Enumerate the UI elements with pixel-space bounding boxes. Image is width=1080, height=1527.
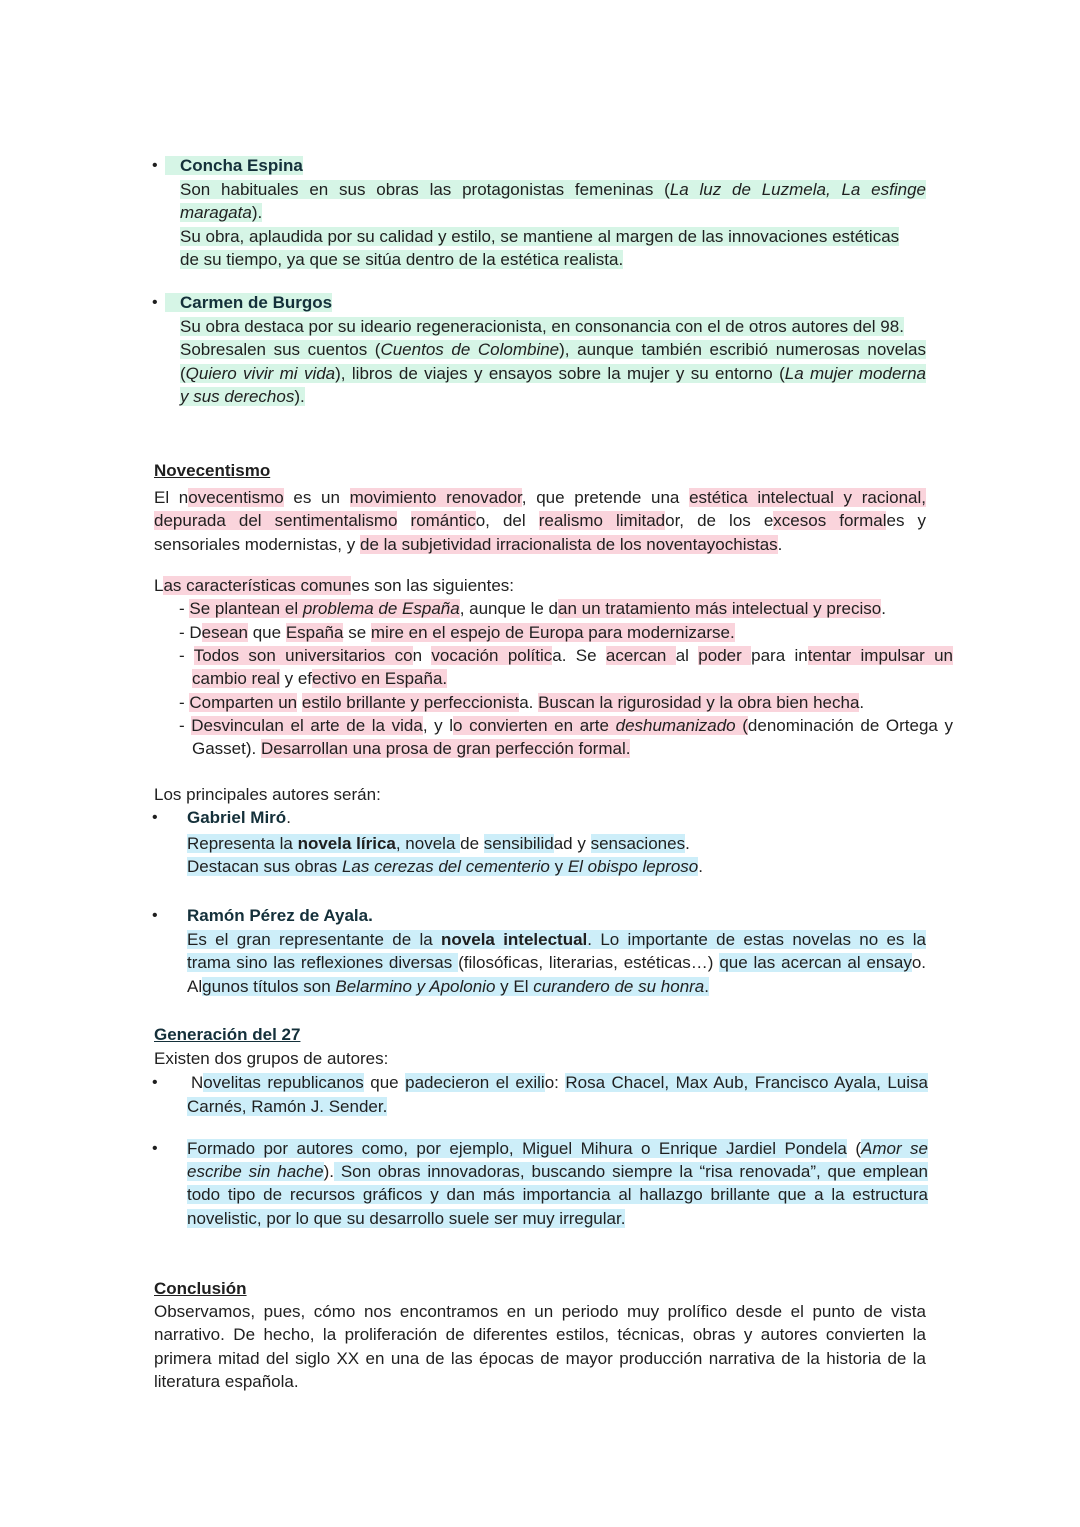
text-run: para in <box>751 646 808 665</box>
carmen-line-1: Su obra destaca por su ideario regeneracionista, en consonancia con el de otros autores del 98. <box>180 317 904 336</box>
text-run: - <box>179 693 190 712</box>
text-run: padecieron el exili <box>405 1073 545 1092</box>
concha-line-2: maragata). <box>180 203 263 222</box>
text-run: Destacan sus obras <box>187 857 342 876</box>
text-run: o convierten en arte <box>453 716 616 735</box>
gen27-group-2-line-4 <box>187 1207 625 1230</box>
text-run: Amor se <box>860 1139 928 1158</box>
text-run: ad y <box>553 834 591 853</box>
characteristic-4 <box>179 691 864 714</box>
text-run: Formado por autores como, por ejemplo, Miguel Mihura o Enrique Jardiel Pondela <box>187 1139 847 1158</box>
text-run: gunos títulos son <box>202 977 336 996</box>
text-run: El obispo leproso <box>567 857 699 876</box>
text-run: Se plantean el <box>189 599 303 618</box>
text-run: vocación polític <box>431 646 553 665</box>
characteristic-3-cont <box>192 667 447 690</box>
text-run: Buscan la rigurosidad y la obra bien hecha <box>538 693 860 712</box>
text-run: o. <box>911 953 927 972</box>
text-run: Comparten un <box>189 693 298 712</box>
text-run: - <box>179 716 192 735</box>
text-run: es un <box>283 488 350 507</box>
text-run: Rosa Chacel, Max Aub, Francisco Ayala, Luisa <box>565 1073 928 1092</box>
text-run: Gasset). <box>192 739 261 758</box>
text-run: - D <box>179 623 202 642</box>
text-run: Es el gran representante de la <box>187 930 442 949</box>
text-run: , novela <box>395 834 461 853</box>
ayala-name: Ramón Pérez de Ayala. <box>187 906 373 925</box>
text-run: es y <box>886 511 926 530</box>
text-run: ovelitas republicanos <box>203 1073 364 1092</box>
text-run: Representa la <box>187 834 298 853</box>
text-run: N <box>191 1073 204 1092</box>
text-run: Son obras innovadoras, buscando siempre la “risa renovada”, que emplean <box>333 1162 928 1181</box>
bullet-miro: • <box>152 809 158 826</box>
text-run: poder <box>698 646 752 665</box>
characteristic-5 <box>179 714 953 737</box>
text-run: que <box>363 1073 406 1092</box>
miro-name: Gabriel Miró. <box>187 808 291 827</box>
text-run: L <box>154 576 164 595</box>
concha-line-4: de su tiempo, ya que se sitúa dentro de la estética realista. <box>180 250 624 269</box>
text-run: estilo brillante y perfeccionist <box>301 693 520 712</box>
characteristic-2 <box>179 621 735 644</box>
text-run: or, de los e <box>665 511 774 530</box>
bullet-concha: • <box>152 157 158 174</box>
text-run: . Lo importante de estas novelas no es la <box>587 930 926 949</box>
gen27-group-2-line-1 <box>187 1137 928 1160</box>
text-run: curandero de su honra <box>533 977 705 996</box>
ayala-line-2 <box>187 951 926 974</box>
concha-line-1: Son habituales en sus obras las protagonistas femeninas (La luz de Luzmela, La esfinge <box>180 180 926 199</box>
text-run: . <box>881 599 886 618</box>
text-run: todo tipo de recursos gráficos y dan más importancia al hallazgo brillante que a la estructura <box>187 1185 928 1204</box>
text-run: trama sino las reflexiones diversas <box>187 953 459 972</box>
text-run: , y l <box>422 716 454 735</box>
section-title-conclusion: Conclusión <box>154 1279 247 1298</box>
concha-line-3: Su obra, aplaudida por su calidad y estilo, se mantiene al margen de las innovaciones estéticas <box>180 227 900 246</box>
text-run: tentar impulsar un <box>807 646 954 665</box>
text-run: sensibilid <box>483 834 554 853</box>
carmen-line-4: y sus derechos). <box>180 387 305 406</box>
text-run: a. <box>519 693 539 712</box>
text-run: ( <box>846 1139 861 1158</box>
text-run: de la subjetividad irracionalista de los noventayochistas <box>359 535 778 554</box>
miro-line-2 <box>187 855 703 878</box>
text-run: ovecentismo <box>188 488 284 507</box>
text-run: Todos son universitarios co <box>193 646 413 665</box>
text-run: Carnés, Ramón J. Sender. <box>187 1097 388 1116</box>
text-run: . <box>685 834 690 853</box>
characteristic-5-cont <box>192 737 630 760</box>
text-run: estética intelectual y racional, <box>689 488 926 507</box>
text-run: escribe sin hache <box>187 1162 324 1181</box>
gen27-group-1-line-2 <box>187 1095 387 1118</box>
gen27-intro: Existen dos grupos de autores: <box>154 1049 389 1068</box>
text-run: acercan <box>605 646 676 665</box>
carmen-name: Carmen de Burgos <box>165 291 332 314</box>
text-run: depurada del sentimentalismo <box>154 511 398 530</box>
carmen-line-3: (Quiero vivir mi vida), libros de viajes y ensayos sobre la mujer y su entorno (La mujer moderna <box>180 364 926 383</box>
text-run: esean <box>201 623 248 642</box>
text-run: ). <box>323 1162 334 1181</box>
bullet-carmen: • <box>152 294 158 311</box>
text-run: xcesos formal <box>773 511 887 530</box>
text-run: se <box>343 623 371 642</box>
text-run: que las acercan al ensay <box>719 953 912 972</box>
novecentismo-p-line-2 <box>154 509 926 532</box>
text-run: - <box>179 646 194 665</box>
conclusion-line-1: Observamos, pues, cómo nos encontramos en un periodo muy prolífico desde el punto de vista <box>154 1302 926 1321</box>
text-run: romántic <box>410 511 476 530</box>
text-run: ectivo en España. <box>312 669 448 688</box>
text-run: . <box>698 857 703 876</box>
text-run: y ef <box>279 669 312 688</box>
section-title-novecentismo: Novecentismo <box>154 461 271 480</box>
concha-name: Concha Espina <box>165 154 303 177</box>
text-run: n <box>412 646 432 665</box>
conclusion-line-3: primera mitad del siglo XX en una de las épocas de mayor producción narrativa de la historia de la <box>154 1349 926 1368</box>
carmen-line-2: Sobresalen sus cuentos (Cuentos de Colombine), aunque también escribió numerosas novelas <box>180 340 926 359</box>
conclusion-line-2: narrativo. De hecho, la proliferación de diferentes estilos, técnicas, obras y autores convierten la <box>154 1325 926 1344</box>
text-run: novela intelectual <box>441 930 588 949</box>
text-run: España <box>285 623 344 642</box>
text-run: denominación de Ortega y <box>747 716 953 735</box>
bullet-ayala: • <box>152 907 158 924</box>
gen27-group-1-line-1 <box>191 1071 928 1094</box>
bullet-gen27-2: • <box>152 1140 158 1157</box>
ayala-line-1 <box>187 928 926 951</box>
text-run: Desvinculan el arte de la vida <box>191 716 423 735</box>
text-run: problema de España <box>302 599 460 618</box>
text-run: ( <box>735 716 748 735</box>
text-run: novela lírica <box>297 834 396 853</box>
characteristic-3 <box>179 644 953 667</box>
text-run: an un tratamiento más intelectual y preciso <box>558 599 882 618</box>
text-run: . <box>859 693 865 712</box>
text-run: sensaciones <box>590 834 686 853</box>
text-run: , aunque le d <box>459 599 559 618</box>
text-run: es son las siguientes: <box>351 576 515 595</box>
text-run: , que pretende una <box>521 488 690 507</box>
text-run: y El <box>495 977 534 996</box>
text-run: a. Se <box>552 646 606 665</box>
text-run: que <box>248 623 286 642</box>
text-run: - <box>179 599 190 618</box>
text-run: y <box>549 857 568 876</box>
conclusion-line-4: literatura española. <box>154 1372 299 1391</box>
text-run: as características comun <box>163 576 352 595</box>
text-run: o, del <box>475 511 539 530</box>
novecentismo-p-line-1 <box>154 486 926 509</box>
section-title-generacion-27: Generación del 27 <box>154 1025 301 1044</box>
text-run: realismo limitad <box>538 511 666 530</box>
text-run: Las cerezas del cementerio <box>341 857 550 876</box>
text-run: deshumanizado <box>615 716 736 735</box>
text-run: . <box>704 977 709 996</box>
characteristics-intro <box>154 574 514 597</box>
text-run: o: <box>544 1073 566 1092</box>
text-run: Desarrollan una prosa de gran perfección formal. <box>260 739 631 758</box>
text-run: de <box>460 834 484 853</box>
characteristic-1 <box>179 597 886 620</box>
miro-line-1 <box>187 832 690 855</box>
text-run: mire en el espejo de Europa para modernizarse. <box>370 623 735 642</box>
text-run: El n <box>154 488 189 507</box>
ayala-line-3 <box>187 975 709 998</box>
text-run: Belarmino y Apolonio <box>335 977 496 996</box>
novecentismo-p-line-3 <box>154 533 782 556</box>
text-run: (filosóficas, literarias, estéticas…) <box>458 953 720 972</box>
bullet-gen27-1: • <box>152 1074 158 1091</box>
text-run: . <box>777 535 783 554</box>
gen27-group-2-line-3 <box>187 1183 928 1206</box>
text-run: Al <box>187 977 203 996</box>
text-run: al <box>675 646 699 665</box>
gen27-group-2-line-2 <box>187 1160 928 1183</box>
text-run <box>397 511 410 530</box>
text-run: cambio real <box>192 669 280 688</box>
authors-intro: Los principales autores serán: <box>154 785 381 804</box>
text-run: novelistic, por lo que su desarrollo suele ser muy irregular. <box>187 1209 626 1228</box>
text-run: movimiento renovador <box>349 488 522 507</box>
text-run: sensoriales modernistas, y <box>154 535 360 554</box>
